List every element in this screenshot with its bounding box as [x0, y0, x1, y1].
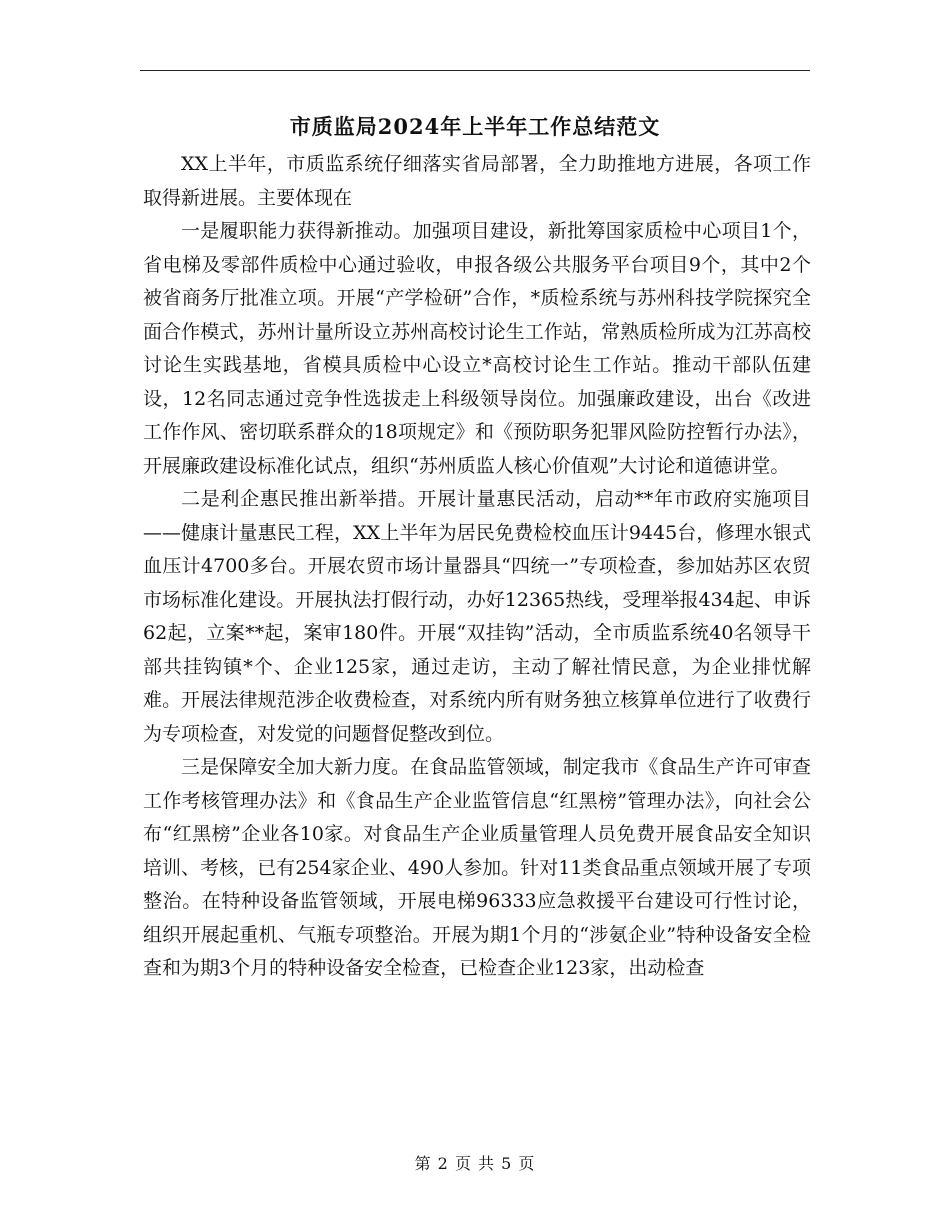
page-number-footer: 第 2 页 共 5 页: [414, 1154, 536, 1173]
paragraph-intro: XX上半年，市质监系统仔细落实省局部署，全力助推地方进展，各项工作取得新进展。主要体现在: [143, 153, 811, 209]
header-rule: [140, 70, 810, 71]
document-title: 市质监局2024年上半年工作总结范文: [289, 114, 661, 139]
document-body: [143, 148, 811, 986]
paragraph-performance: 一是履职能力获得新推动。加强项目建设，新批筹国家质检中心项目1个，省电梯及零部件质检中心通过验收，申报各级公共服务平台项目9个，其中2个被省商务厅批准立项。开展“产学检研”合作，*质检系统与苏州科技学院探究全面合作模式，苏州计量所设立苏州高校讨论生工作站，常熟质检所成为江苏高校讨论生实践基地，省模具质检中心设立*高校讨论生工作站。推动干部队伍建设，12名同志通过竞争性选拔走上科级领导岗位。加强廉政建设，出台《改进工作作风、密切联系群众的18项规定》和《预防职务犯罪风险防控暂行办法》，开展廉政建设标准化试点，组织“苏州质监人核心价值观”大讨论和道德讲堂。: [143, 220, 811, 477]
paragraph-safety: 三是保障安全加大新力度。在食品监管领域，制定我市《食品生产许可审查工作考核管理办法》和《食品生产企业监管信息“红黑榜”管理办法》，向社会公布“红黑榜”企业各10家。对食品生产企业质量管理人员免费开展食品安全知识培训、考核，已有254家企业、490人参加。针对11类食品重点领域开展了专项整治。在特种设备监管领域，开展电梯96333应急救援平台建设可行性讨论，组织开展起重机、气瓶专项整治。开展为期1个月的“涉氨企业”特种设备安全检查和为期3个月的特种设备安全检查，已检查企业123家，出动检查: [143, 756, 811, 979]
paragraph-enterprise-welfare: 二是利企惠民推出新举措。开展计量惠民活动，启动**年市政府实施项目——健康计量惠民工程，XX上半年为居民免费检校血压计9445台，修理水银式血压计4700多台。开展农贸市场计量器具“四统一”专项检查，参加姑苏区农贸市场标准化建设。开展执法打假行动，办好12365热线，受理举报434起、申诉62起，立案**起，案审180件。开展“双挂钩”活动，全市质监系统40名领导干部共挂钩镇*个、企业125家，通过走访，主动了解社情民意，为企业排忧解难。开展法律规范涉企收费检查，对系统内所有财务独立核算单位进行了收费行为专项检查，对发觉的问题督促整改到位。: [143, 488, 811, 745]
